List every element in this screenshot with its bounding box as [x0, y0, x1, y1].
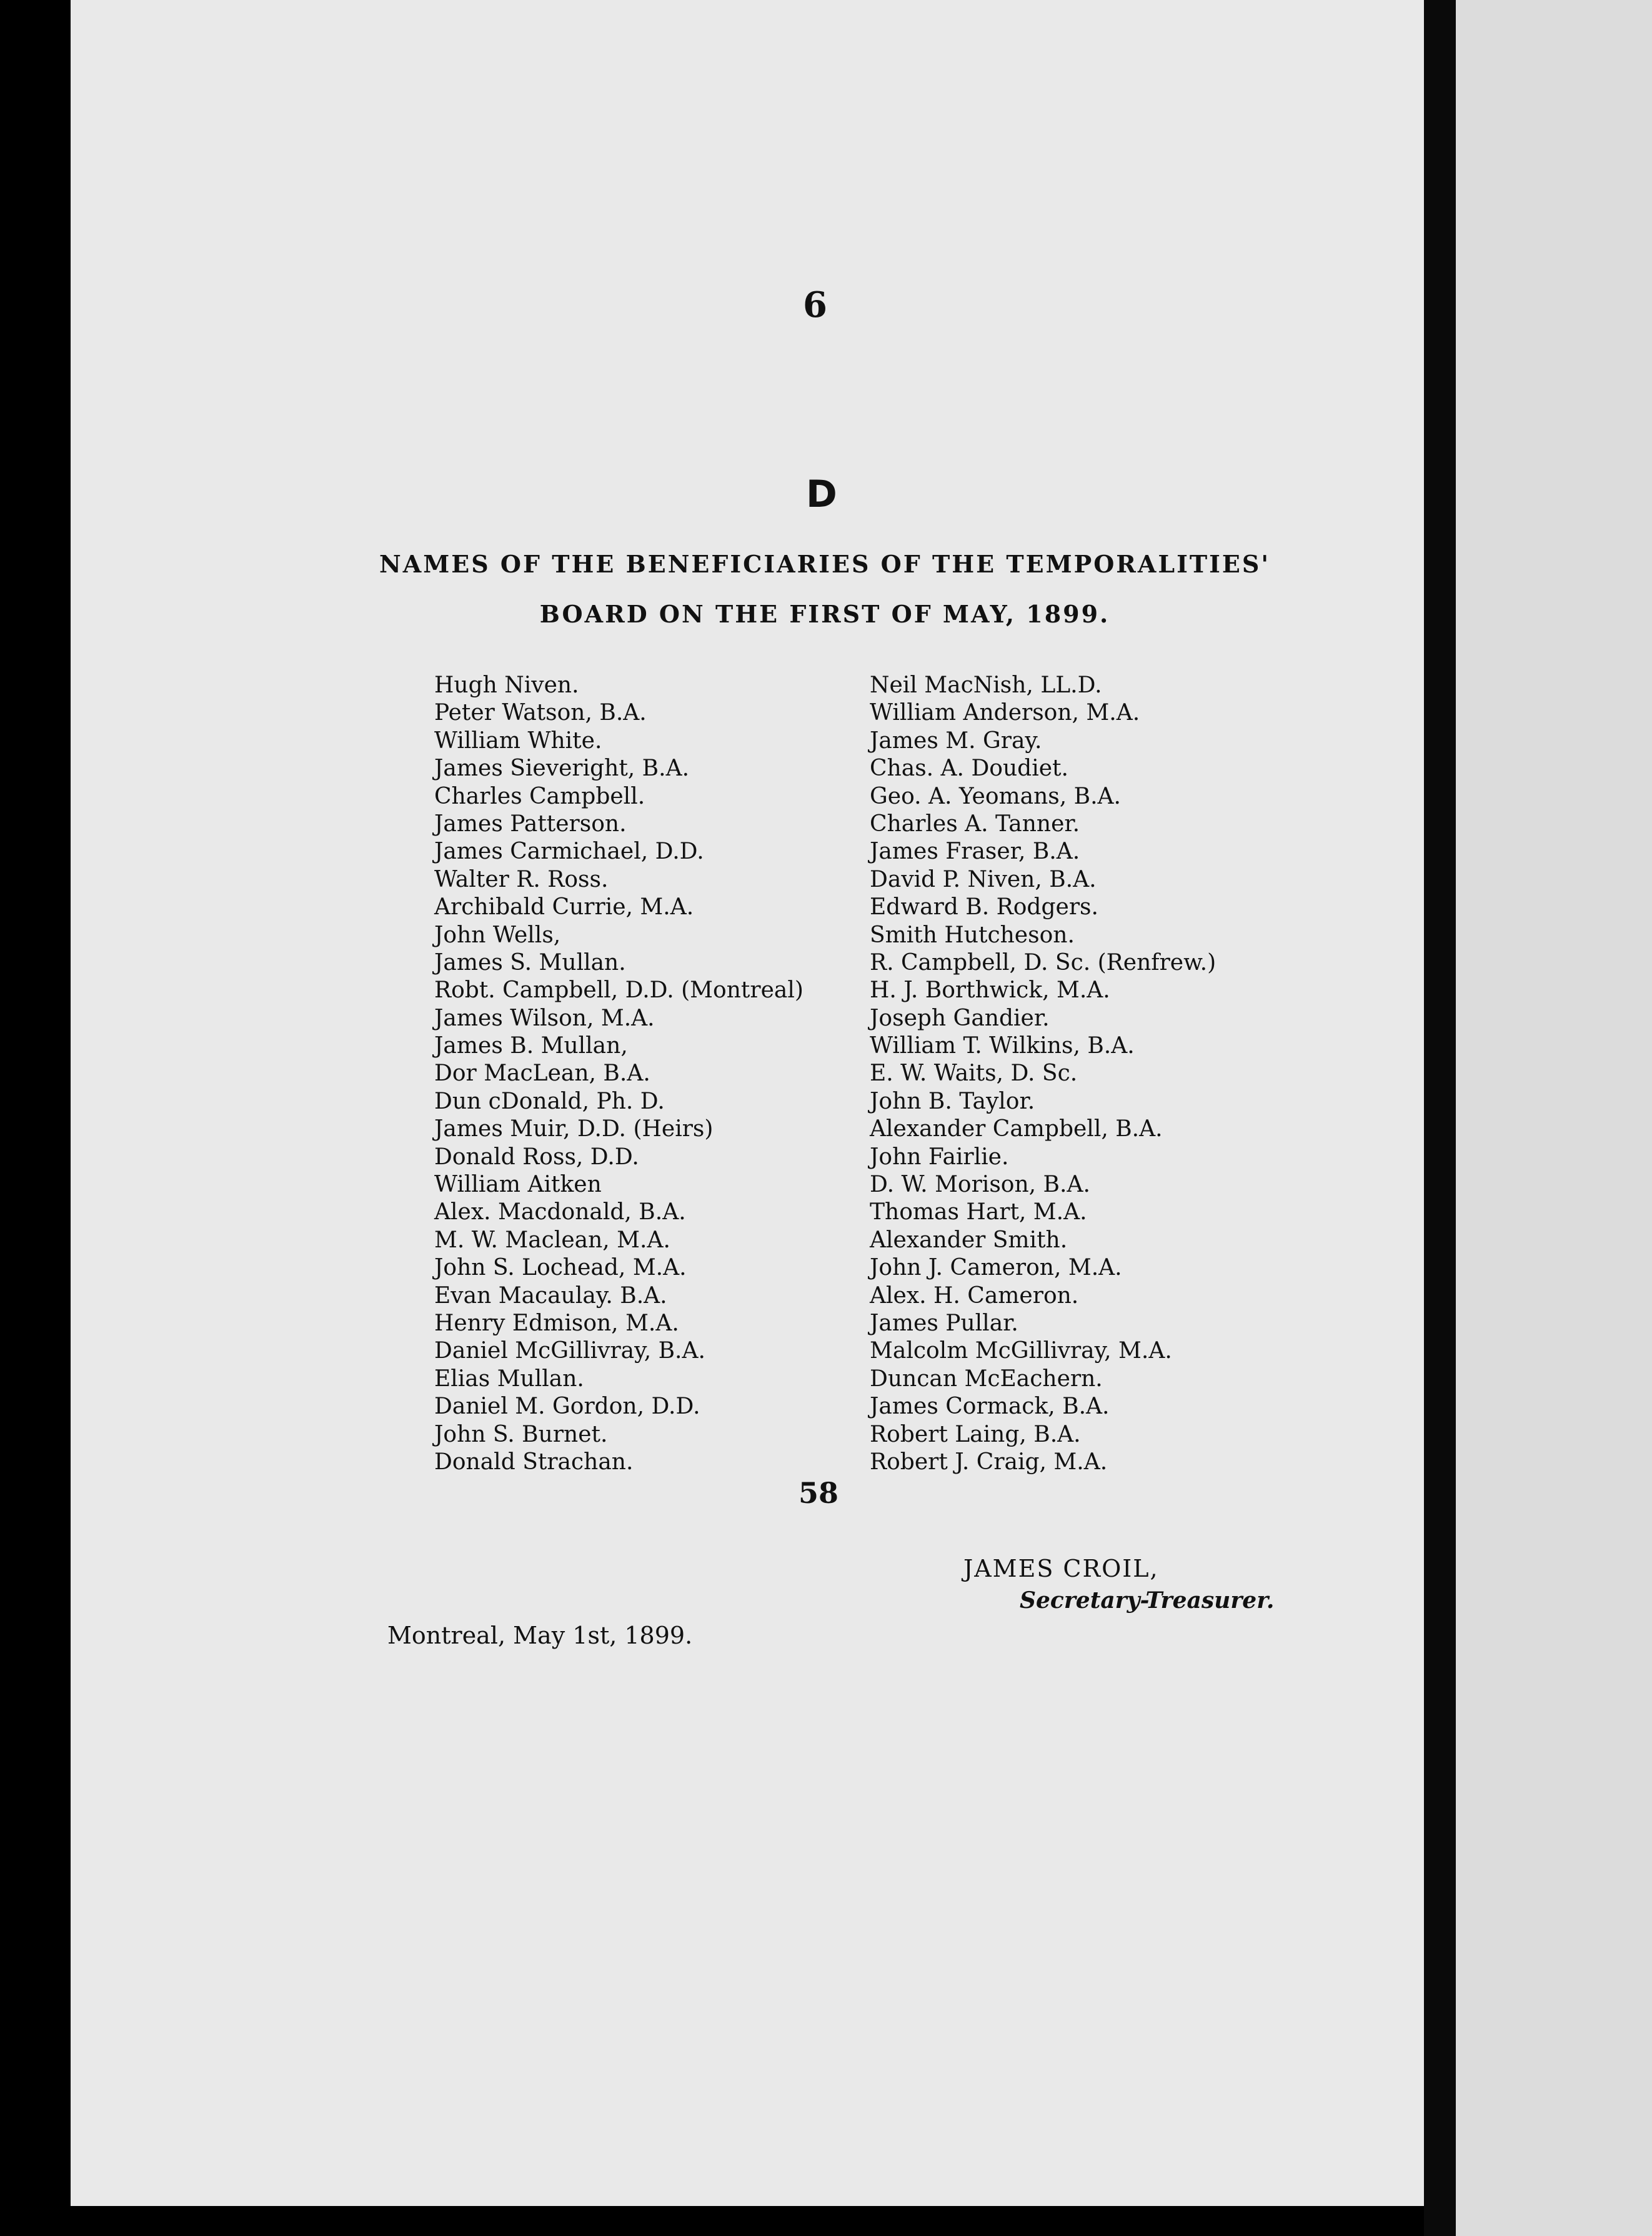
name-entry: Smith Hutcheson. — [870, 922, 1075, 948]
name-entry: Robert Laing, B.A. — [870, 1421, 1081, 1447]
name-entry: Duncan McEachern. — [870, 1365, 1103, 1392]
name-entry: William T. Wilkins, B.A. — [870, 1033, 1135, 1059]
name-entry: Malcolm McGillivray, M.A. — [870, 1338, 1172, 1364]
name-entry: William Aitken — [434, 1172, 602, 1198]
name-entry: Alex. Macdonald, B.A. — [434, 1199, 686, 1225]
name-entry: Charles Campbell. — [434, 783, 645, 809]
name-entry: Robert J. Craig, M.A. — [870, 1449, 1108, 1475]
name-entry: Alex. H. Cameron. — [870, 1282, 1079, 1309]
name-entry: James S. Mullan. — [434, 949, 626, 976]
gutter-shadow — [1424, 0, 1456, 2236]
name-entry: James Sieveright, B.A. — [434, 756, 690, 782]
name-entry: Elias Mullan. — [434, 1365, 584, 1392]
total-count: 58 — [799, 1476, 839, 1510]
name-entry: Chas. A. Doudiet. — [870, 756, 1068, 782]
name-entry: James M. Gray. — [870, 727, 1042, 754]
name-entry: John Wells, — [434, 922, 561, 948]
name-entry: John S. Burnet. — [434, 1421, 608, 1447]
name-entry: William Anderson, M.A. — [870, 700, 1140, 726]
name-entry: Neil MacNish, LL.D. — [870, 672, 1102, 698]
name-entry: James Pullar. — [870, 1310, 1018, 1336]
name-entry: John S. Lochead, M.A. — [434, 1255, 687, 1281]
name-entry: Hugh Niven. — [434, 672, 579, 698]
name-entry: D. W. Morison, B.A. — [870, 1172, 1090, 1198]
name-entry: William White. — [434, 727, 602, 754]
name-entry: David P. Niven, B.A. — [870, 866, 1097, 892]
name-entry: Henry Edmison, M.A. — [434, 1310, 679, 1336]
name-entry: Alexander Smith. — [870, 1227, 1068, 1253]
signatory-name: JAMES CROIL, — [963, 1555, 1159, 1582]
names-right-column — [870, 672, 1216, 1476]
name-entry: James Cormack, B.A. — [870, 1394, 1110, 1420]
name-entry: Peter Watson, B.A. — [434, 700, 647, 726]
name-entry: H. J. Borthwick, M.A. — [870, 977, 1110, 1004]
name-entry: James Carmichael, D.D. — [434, 839, 704, 865]
name-entry: Geo. A. Yeomans, B.A. — [870, 783, 1121, 809]
name-entry: John Fairlie. — [870, 1144, 1009, 1170]
name-entry: M. W. Maclean, M.A. — [434, 1227, 670, 1253]
name-entry: John J. Cameron, M.A. — [870, 1255, 1122, 1281]
name-entry: Alexander Campbell, B.A. — [870, 1116, 1163, 1142]
name-entry: Evan Macaulay. B.A. — [434, 1282, 667, 1309]
adjacent-page-edge — [1456, 0, 1652, 2236]
name-entry: Archibald Currie, M.A. — [434, 894, 694, 921]
name-entry: Donald Ross, D.D. — [434, 1144, 639, 1170]
name-entry: E. W. Waits, D. Sc. — [870, 1061, 1078, 1087]
name-entry: Donald Strachan. — [434, 1449, 634, 1475]
name-entry: Joseph Gandier. — [870, 1005, 1050, 1031]
name-entry: Walter R. Ross. — [434, 866, 609, 892]
name-entry: James Muir, D.D. (Heirs) — [434, 1116, 714, 1142]
name-entry: Dor MacLean, B.A. — [434, 1061, 650, 1087]
name-entry: James B. Mullan, — [434, 1033, 628, 1059]
name-entry: James Wilson, M.A. — [434, 1005, 655, 1031]
section-letter: D — [806, 472, 837, 516]
name-entry: John B. Taylor. — [870, 1088, 1035, 1114]
name-entry: Daniel M. Gordon, D.D. — [434, 1394, 700, 1420]
name-entry: Thomas Hart, M.A. — [870, 1199, 1087, 1225]
names-left-column — [434, 672, 804, 1476]
name-entry: James Fraser, B.A. — [870, 839, 1080, 865]
heading-line-2: BOARD ON THE FIRST OF MAY, 1899. — [539, 600, 1110, 628]
dateline: Montreal, May 1st, 1899. — [387, 1622, 693, 1649]
signatory-title: Secretary-Treasurer. — [1020, 1587, 1275, 1614]
name-entry: Dun cDonald, Ph. D. — [434, 1088, 665, 1114]
name-entry: Robt. Campbell, D.D. (Montreal) — [434, 977, 804, 1004]
name-entry: Charles A. Tanner. — [870, 811, 1080, 837]
name-entry: R. Campbell, D. Sc. (Renfrew.) — [870, 949, 1217, 976]
name-entry: James Patterson. — [434, 811, 627, 837]
name-entry: Daniel McGillivray, B.A. — [434, 1338, 705, 1364]
page-number: 6 — [803, 284, 827, 326]
heading-line-1: NAMES OF THE BENEFICIARIES OF THE TEMPORALITIES' — [379, 550, 1270, 578]
name-entry: Edward B. Rodgers. — [870, 894, 1098, 921]
